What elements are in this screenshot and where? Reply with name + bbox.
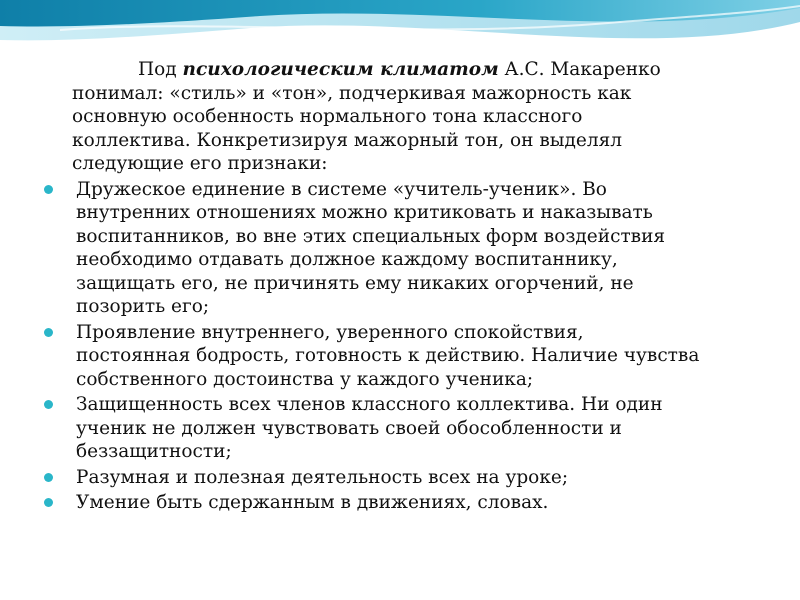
list-item-text: Умение быть сдержанным в движениях, словах. — [76, 492, 549, 513]
list-item — [40, 178, 700, 319]
bullet-dot-icon — [44, 328, 53, 337]
signs-list — [40, 178, 700, 515]
list-item — [40, 321, 700, 392]
list-item — [40, 466, 700, 490]
list-item-text: Разумная и полезная деятельность всех на уроке; — [76, 466, 569, 488]
list-item — [40, 393, 700, 464]
intro-rest: А.С. Макаренко понимал: «стиль» и «тон», подчеркивая мажорность как основную особенность нормального тона классного коллектива. Конкретизируя мажорный тон, он выделял следующие его признаки: — [72, 59, 661, 174]
slide-body — [40, 58, 700, 517]
bullet-dot-icon — [44, 185, 53, 194]
bullet-dot-icon — [44, 498, 53, 507]
intro-prefix: Под — [138, 59, 183, 80]
intro-paragraph — [72, 58, 700, 176]
bullet-dot-icon — [44, 473, 53, 482]
list-item-text: Дружеское единение в системе «учитель-ученик». Во внутренних отношениях можно критиковать и наказывать воспитанников, во вне этих специальных форм воздействия необходимо отдавать должное каждому воспитаннику, защищать его, не причинять ему никаких огорчений, не позорить его; — [76, 178, 666, 317]
bullet-dot-icon — [44, 400, 53, 409]
intro-term: психологическим климатом — [182, 59, 499, 80]
list-item-text: Проявление внутреннего, уверенного спокойствия, постоянная бодрость, готовность к действию. Наличие чувства собственного достоинства у каждого ученика; — [76, 321, 700, 390]
list-item — [40, 491, 700, 515]
list-item-text: Защищенность всех членов классного коллектива. Ни один ученик не должен чувствовать своей обособленности и беззащитности; — [76, 394, 663, 462]
